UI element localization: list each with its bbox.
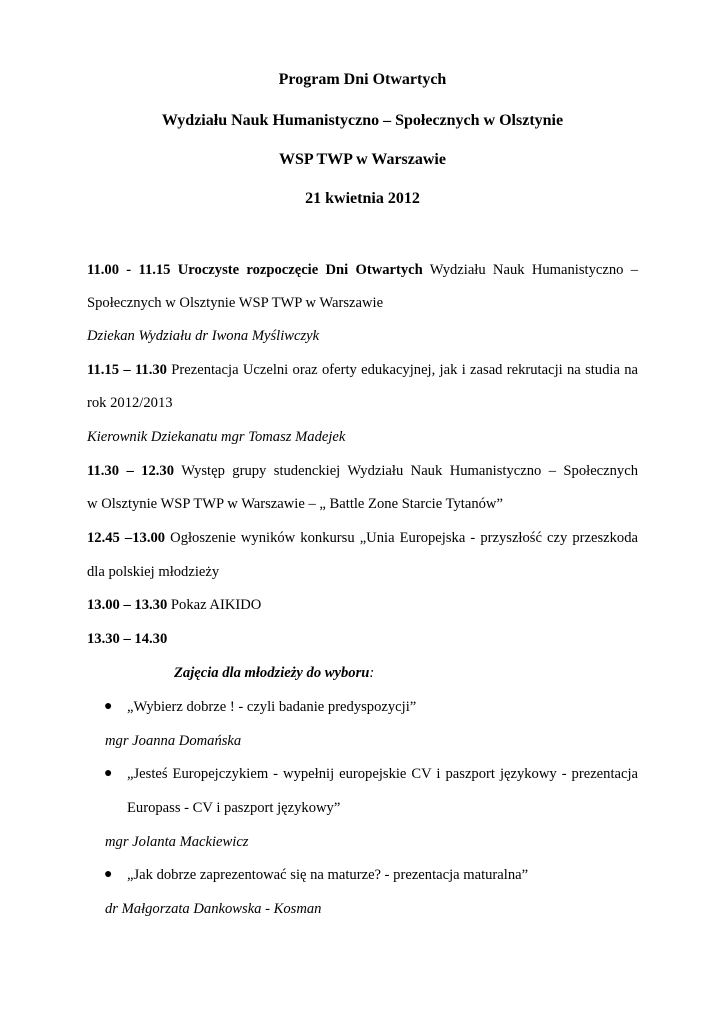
workshop-item-1: „Wybierz dobrze ! - czyli badanie predyspozycji” <box>127 699 417 715</box>
workshop-person: mgr Jolanta Mackiewicz <box>105 834 249 850</box>
schedule-item-1-continued: Społecznych w Olsztynie WSP TWP w Warszawie <box>87 295 384 311</box>
schedule-item-3 <box>87 461 638 481</box>
workshop-item-2-continued: Europass - CV i paszport językowy” <box>127 800 341 816</box>
bullet-icon: ● <box>104 766 113 781</box>
item-time: 12.45 –13.00 <box>87 530 166 546</box>
event-date: 21 kwietnia 2012 <box>305 190 420 207</box>
item-person: Dziekan Wydziału dr Iwona Myśliwczyk <box>87 328 320 344</box>
schedule-item-5 <box>87 595 638 615</box>
item-text: Ogłoszenie wyników konkursu „Unia Europejska - przyszłość czy przeszkoda <box>170 530 638 546</box>
item-text: Wydziału Nauk Humanistyczno – <box>429 262 638 278</box>
workshop-item-3: „Jak dobrze zaprezentować się na maturze? - prezentacja maturalna” <box>127 867 529 883</box>
workshop-person: mgr Joanna Domańska <box>105 733 242 749</box>
workshop-person: dr Małgorzata Dankowska - Kosman <box>105 901 322 917</box>
schedule-item-4 <box>87 528 638 548</box>
schedule-item-2-continued: rok 2012/2013 <box>87 395 173 411</box>
faculty-name: Wydziału Nauk Humanistyczno – Społecznych w Olsztynie <box>161 112 564 129</box>
item-person: Kierownik Dziekanatu mgr Tomasz Madejek <box>87 429 346 445</box>
bullet-icon: ● <box>104 867 113 882</box>
schedule-item-6 <box>87 629 638 649</box>
schedule-item-3-continued: w Olsztynie WSP TWP w Warszawie – „ Battle Zone Starcie Tytanów” <box>87 496 503 512</box>
school-name: WSP TWP w Warszawie <box>279 151 446 168</box>
schedule-item-1 <box>87 260 638 280</box>
item-time: 11.15 – 11.30 <box>87 362 167 378</box>
item-text: Prezentacja Uczelni oraz oferty edukacyjnej, jak i zasad rekrutacji na studia na <box>171 362 639 378</box>
item-time: 11.30 – 12.30 <box>87 463 175 479</box>
item-text: Występ grupy studenckiej Wydziału Nauk Humanistyczno – Społecznych <box>181 463 638 479</box>
bullet-icon: ● <box>104 699 113 714</box>
schedule-item-2 <box>87 360 638 380</box>
workshops-heading-colon: : <box>369 665 375 681</box>
schedule-item-4-continued: dla polskiej młodzieży <box>87 564 220 580</box>
item-text: Pokaz AIKIDO <box>170 597 262 613</box>
item-time: 13.30 – 14.30 <box>87 631 168 647</box>
item-title: Uroczyste rozpoczęcie Dni Otwartych <box>177 262 423 278</box>
document-title: Program Dni Otwartych <box>278 71 447 88</box>
workshop-item-2: „Jesteś Europejczykiem - wypełnij europejskie CV i paszport językowy - prezentacja <box>127 766 638 782</box>
item-time: 11.00 - 11.15 <box>87 262 171 278</box>
item-time: 13.00 – 13.30 <box>87 597 168 613</box>
workshops-heading-text: Zajęcia dla młodzieży do wyboru <box>174 665 370 681</box>
workshops-heading <box>174 663 374 683</box>
